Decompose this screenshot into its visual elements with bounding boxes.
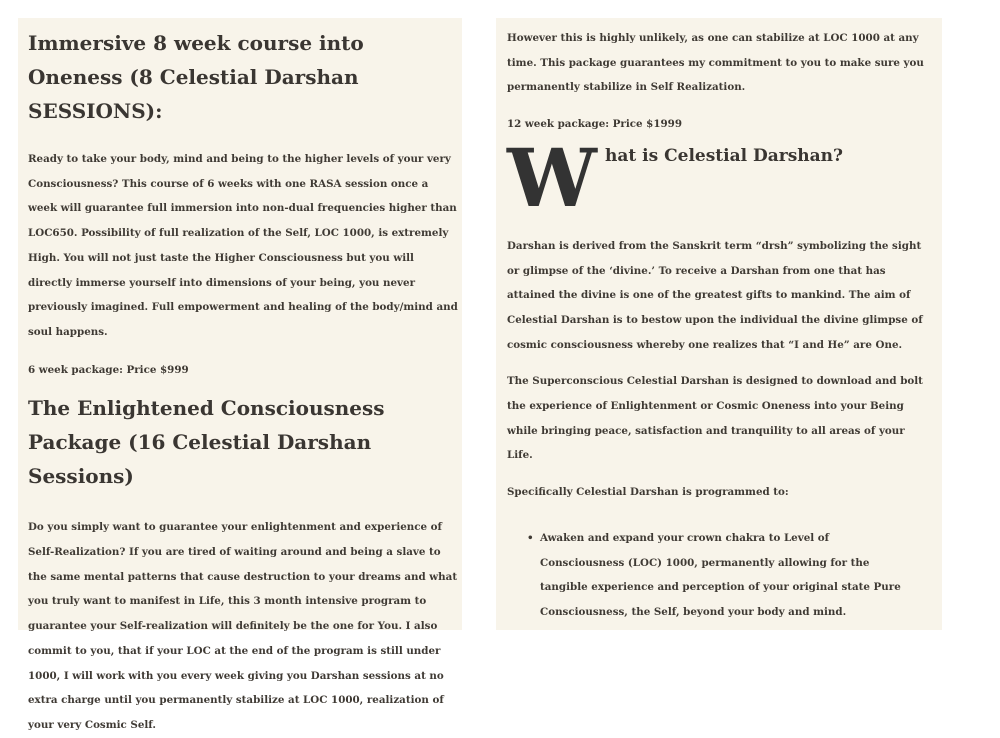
oneness-course-heading: Immersive 8 week course into Oneness (8 Celestial Darshan SESSIONS): <box>28 31 364 123</box>
enlightened-package-heading: The Enlightened Consciousness Package (16 Celestial Darshan Sessions) <box>28 396 385 489</box>
list-item <box>527 526 910 625</box>
heading-remainder: hat is Celestial Darshan? <box>605 145 843 166</box>
twelve-week-price: 12 week package: Price $1999 <box>507 118 682 131</box>
programmed-intro: Specifically Celestial Darshan is programmed to: <box>507 486 789 499</box>
enlightened-package-description: Do you simply want to guarantee your enlightenment and experience of Self-Realization? If you are tired of waiting around and being a slave to the same mental patterns that cause destruction to your dreams and what you truly want to manifest in Life, this 3 month intensive program to guarantee your Self-realization will definitely be the one for You. I also commit to you, that if your LOC at the end of the program is still under 1000, I will work with you every week giving you Darshan sessions at no extra charge until you permanently stabilize at LOC 1000, realization of your very Cosmic Self. <box>28 521 458 731</box>
programmed-list <box>507 526 910 625</box>
right-content-panel <box>496 18 942 630</box>
oneness-course-description: Ready to take your body, mind and being to the higher levels of your very Consciousness? This course of 6 weeks with one RASA session once a week will guarantee full immersion into non-dual frequencies higher than LOC650. Possibility of full realization of the Self, LOC 1000, is extremely High. You will not just taste the Higher Consciousness but you will directly immerse yourself into dimensions of your being, you never previously imagined. Full empowerment and healing of the body/mind and soul happens. <box>28 153 458 338</box>
bullet-marker: • <box>527 531 534 544</box>
superconscious-paragraph: The Superconscious Celestial Darshan is designed to download and bolt the experience of Enlightenment or Cosmic Oneness into your Being while bringing peace, satisfaction and tranquility to all areas of your Life. <box>507 375 923 462</box>
left-content-panel <box>18 18 462 731</box>
darshan-definition-paragraph: Darshan is derived from the Sanskrit term “drsh” symbolizing the sight or glimpse of the ‘divine.’ To receive a Darshan from one that has attained the divine is one of the greatest gifts to mankind. The aim of Celestial Darshan is to bestow upon the individual the divine glimpse of cosmic consciousness whereby one realizes that “I and He” are One. <box>507 239 923 351</box>
package-guarantee-text: However this is highly unlikely, as one can stabilize at LOC 1000 at any time. This package guarantees my commitment to you to make sure you permanently stabilize in Self Realization. <box>507 32 924 94</box>
list-item-text: Awaken and expand your crown chakra to Level of Consciousness (LOC) 1000, permanently allowing for the tangible experience and perception of your original state Pure Consciousness, the Self, beyond your body and mind. <box>540 531 901 618</box>
six-week-price: 6 week package: Price $999 <box>28 363 189 376</box>
what-is-darshan-heading <box>507 130 942 228</box>
dropcap-letter: W <box>507 130 597 225</box>
